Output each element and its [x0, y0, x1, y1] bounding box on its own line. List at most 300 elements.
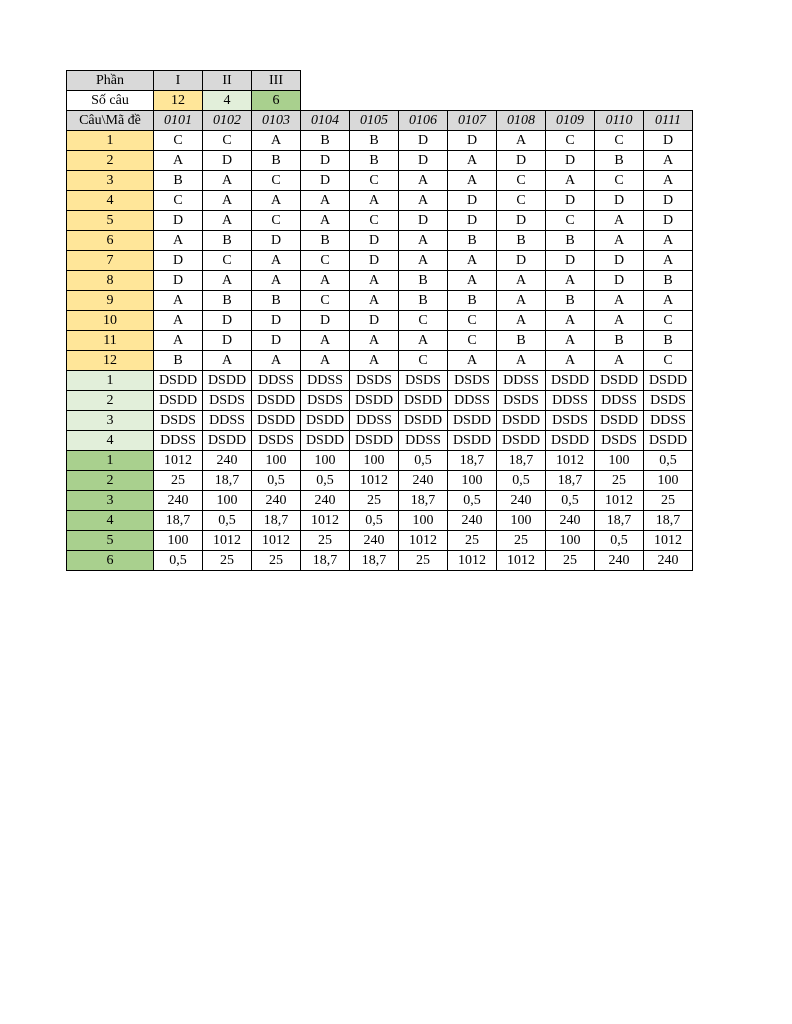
exam-code-header[interactable]: 0111 — [644, 111, 693, 131]
answer-cell[interactable]: D — [497, 211, 546, 231]
answer-cell[interactable]: D — [497, 151, 546, 171]
answer-cell[interactable]: 100 — [203, 491, 252, 511]
answer-cell[interactable]: 240 — [301, 491, 350, 511]
answer-cell[interactable]: A — [252, 251, 301, 271]
answer-cell[interactable]: A — [546, 311, 595, 331]
answer-cell[interactable]: 1012 — [154, 451, 203, 471]
answer-cell[interactable]: D — [595, 271, 644, 291]
answer-cell[interactable]: DSDS — [350, 371, 399, 391]
question-number[interactable]: 12 — [67, 351, 154, 371]
answer-cell[interactable]: DSDS — [203, 391, 252, 411]
answer-cell[interactable]: 240 — [252, 491, 301, 511]
answer-cell[interactable]: 0,5 — [399, 451, 448, 471]
answer-cell[interactable]: B — [350, 151, 399, 171]
answer-cell[interactable]: D — [252, 231, 301, 251]
answer-cell[interactable]: A — [448, 271, 497, 291]
answer-cell[interactable]: DSDD — [448, 431, 497, 451]
answer-cell[interactable]: C — [399, 311, 448, 331]
answer-cell[interactable]: DDSS — [497, 371, 546, 391]
answer-cell[interactable]: B — [154, 351, 203, 371]
answer-cell[interactable]: 240 — [595, 551, 644, 571]
answer-cell[interactable]: D — [546, 151, 595, 171]
answer-cell[interactable]: DSDS — [644, 391, 693, 411]
question-number[interactable]: 6 — [67, 231, 154, 251]
answer-cell[interactable]: B — [301, 131, 350, 151]
answer-cell[interactable]: A — [203, 271, 252, 291]
answer-cell[interactable]: C — [448, 331, 497, 351]
answer-cell[interactable]: C — [644, 351, 693, 371]
answer-cell[interactable]: A — [252, 191, 301, 211]
answer-cell[interactable]: DDSS — [154, 431, 203, 451]
answer-cell[interactable]: C — [350, 171, 399, 191]
answer-cell[interactable]: DSDS — [154, 411, 203, 431]
answer-cell[interactable]: 100 — [448, 471, 497, 491]
answer-cell[interactable]: A — [203, 171, 252, 191]
answer-cell[interactable]: DSDD — [399, 391, 448, 411]
table-row — [67, 151, 693, 171]
answer-cell[interactable]: DSDD — [301, 411, 350, 431]
answer-cell[interactable]: D — [203, 331, 252, 351]
answer-cell[interactable]: A — [350, 331, 399, 351]
answer-cell[interactable]: A — [497, 271, 546, 291]
answer-cell[interactable]: DDSS — [399, 431, 448, 451]
part-name-3[interactable]: III — [252, 71, 301, 91]
answer-cell[interactable]: A — [350, 271, 399, 291]
answer-cell[interactable]: DSDS — [595, 431, 644, 451]
answer-cell[interactable]: D — [497, 251, 546, 271]
answer-cell[interactable]: C — [252, 211, 301, 231]
answer-cell[interactable]: A — [546, 331, 595, 351]
answer-cell[interactable]: C — [350, 211, 399, 231]
answer-cell[interactable]: 240 — [399, 471, 448, 491]
answer-cell[interactable]: A — [497, 351, 546, 371]
answer-rows — [67, 131, 693, 571]
answer-cell[interactable]: 100 — [497, 511, 546, 531]
answer-cell[interactable]: A — [301, 191, 350, 211]
answer-cell[interactable]: C — [301, 291, 350, 311]
answer-cell[interactable]: 1012 — [448, 551, 497, 571]
part-name-2[interactable]: II — [203, 71, 252, 91]
answer-cell[interactable]: A — [203, 211, 252, 231]
answer-cell[interactable]: DSDS — [448, 371, 497, 391]
answer-cell[interactable]: D — [448, 131, 497, 151]
part-count-2[interactable]: 4 — [203, 91, 252, 111]
answer-cell[interactable]: C — [203, 131, 252, 151]
question-number[interactable]: 1 — [67, 451, 154, 471]
answer-cell[interactable]: A — [301, 351, 350, 371]
answer-cell[interactable]: A — [448, 171, 497, 191]
answer-cell[interactable]: A — [301, 211, 350, 231]
answer-cell[interactable]: DDSS — [350, 411, 399, 431]
answer-cell[interactable]: A — [399, 191, 448, 211]
answer-cell[interactable]: C — [203, 251, 252, 271]
answer-cell[interactable]: B — [546, 231, 595, 251]
answer-cell[interactable]: 0,5 — [203, 511, 252, 531]
answer-cell[interactable]: A — [301, 331, 350, 351]
summary-row-counts — [67, 91, 301, 111]
answer-cell[interactable]: A — [154, 291, 203, 311]
answer-cell[interactable]: DSDD — [644, 431, 693, 451]
answer-cell[interactable]: DSDD — [350, 431, 399, 451]
answer-cell[interactable]: D — [350, 251, 399, 271]
answer-cell[interactable]: D — [350, 311, 399, 331]
answer-cell[interactable]: 25 — [546, 551, 595, 571]
answer-cell[interactable]: A — [399, 331, 448, 351]
answer-cell[interactable]: A — [595, 211, 644, 231]
part-name-1[interactable]: I — [154, 71, 203, 91]
answer-cell[interactable]: D — [301, 151, 350, 171]
exam-code-header[interactable]: 0105 — [350, 111, 399, 131]
answer-cell[interactable]: A — [154, 311, 203, 331]
answer-cell[interactable]: D — [203, 311, 252, 331]
answer-cell[interactable]: B — [203, 291, 252, 311]
answer-cell[interactable]: 18,7 — [399, 491, 448, 511]
answer-cell[interactable]: DSDS — [497, 391, 546, 411]
table-row — [67, 331, 693, 351]
answer-cell[interactable]: 18,7 — [350, 551, 399, 571]
answer-cell[interactable]: A — [595, 291, 644, 311]
answer-cell[interactable]: DSDD — [595, 371, 644, 391]
answer-cell[interactable]: D — [595, 191, 644, 211]
answer-cell[interactable]: DSDS — [252, 431, 301, 451]
question-number[interactable]: 6 — [67, 551, 154, 571]
answer-cell[interactable]: DSDD — [203, 371, 252, 391]
answer-cell[interactable]: B — [448, 231, 497, 251]
exam-code-header[interactable]: 0108 — [497, 111, 546, 131]
answer-cell[interactable]: DSDD — [203, 431, 252, 451]
answer-cell[interactable]: A — [644, 151, 693, 171]
table-row — [67, 451, 693, 471]
answer-cell[interactable]: 0,5 — [546, 491, 595, 511]
answer-cell[interactable]: A — [399, 231, 448, 251]
answer-cell[interactable]: DSDS — [399, 371, 448, 391]
answer-cell[interactable]: 100 — [399, 511, 448, 531]
answer-cell[interactable]: B — [595, 151, 644, 171]
answer-cell[interactable]: C — [546, 211, 595, 231]
answer-cell[interactable]: D — [154, 271, 203, 291]
answer-cell[interactable]: 100 — [154, 531, 203, 551]
answer-cell[interactable]: A — [595, 311, 644, 331]
answer-cell[interactable]: B — [644, 331, 693, 351]
question-number[interactable]: 7 — [67, 251, 154, 271]
answer-cell[interactable]: A — [497, 291, 546, 311]
answer-cell[interactable]: B — [448, 291, 497, 311]
answer-cell[interactable]: 100 — [644, 471, 693, 491]
answer-cell[interactable]: D — [301, 171, 350, 191]
part-count-1[interactable]: 12 — [154, 91, 203, 111]
answer-cell[interactable]: DSDD — [448, 411, 497, 431]
answer-cell[interactable]: DSDD — [644, 371, 693, 391]
answer-cell[interactable]: A — [252, 131, 301, 151]
exam-code-header[interactable]: 0103 — [252, 111, 301, 131]
answer-cell[interactable]: 0,5 — [448, 491, 497, 511]
answer-cell[interactable]: A — [448, 351, 497, 371]
exam-code-header[interactable]: 0109 — [546, 111, 595, 131]
answer-cell[interactable]: 240 — [448, 511, 497, 531]
answer-cell[interactable]: DDSS — [644, 411, 693, 431]
answer-cell[interactable]: DSDS — [301, 391, 350, 411]
exam-code-header[interactable]: 0110 — [595, 111, 644, 131]
answer-cell[interactable]: 18,7 — [301, 551, 350, 571]
answer-cell[interactable]: DDSS — [448, 391, 497, 411]
answer-cell[interactable]: DSDD — [595, 411, 644, 431]
answer-cell[interactable]: A — [644, 231, 693, 251]
answer-cell[interactable]: A — [497, 131, 546, 151]
answer-cell[interactable]: DSDD — [546, 431, 595, 451]
answer-cell[interactable]: C — [252, 171, 301, 191]
answer-cell[interactable]: C — [595, 171, 644, 191]
answer-cell[interactable]: 18,7 — [644, 511, 693, 531]
summary-row-parts — [67, 71, 301, 91]
answer-cell[interactable]: C — [497, 191, 546, 211]
answer-cell[interactable]: 1012 — [203, 531, 252, 551]
answer-cell[interactable]: D — [252, 331, 301, 351]
answer-cell[interactable]: DSDD — [546, 371, 595, 391]
answer-cell[interactable]: A — [546, 351, 595, 371]
answer-cell[interactable]: A — [350, 191, 399, 211]
answer-cell[interactable]: A — [350, 291, 399, 311]
answer-cell[interactable]: DSDD — [350, 391, 399, 411]
answer-cell[interactable]: D — [350, 231, 399, 251]
answer-cell[interactable]: C — [595, 131, 644, 151]
answer-cell[interactable]: A — [595, 231, 644, 251]
table-row — [67, 371, 693, 391]
exam-code-header[interactable]: 0107 — [448, 111, 497, 131]
answer-cell[interactable]: 1012 — [301, 511, 350, 531]
answer-cell[interactable]: 25 — [644, 491, 693, 511]
answer-cell[interactable]: A — [644, 251, 693, 271]
answer-cell[interactable]: D — [399, 131, 448, 151]
answer-cell[interactable]: A — [399, 251, 448, 271]
exam-code-header[interactable]: 0101 — [154, 111, 203, 131]
answer-cell[interactable]: 25 — [154, 471, 203, 491]
answer-cell[interactable]: D — [252, 311, 301, 331]
answer-cell[interactable]: 1012 — [644, 531, 693, 551]
answer-cell[interactable]: A — [154, 231, 203, 251]
answer-cell[interactable]: A — [546, 271, 595, 291]
answer-cell[interactable]: D — [644, 191, 693, 211]
answer-cell[interactable]: 1012 — [350, 471, 399, 491]
answer-cell[interactable]: D — [203, 151, 252, 171]
exam-code-header[interactable]: 0102 — [203, 111, 252, 131]
answer-cell[interactable]: 25 — [203, 551, 252, 571]
answer-cell[interactable]: 240 — [497, 491, 546, 511]
answer-cell[interactable]: B — [350, 131, 399, 151]
answer-cell[interactable]: A — [644, 171, 693, 191]
answer-cell[interactable]: DDSS — [252, 371, 301, 391]
answer-cell[interactable]: 0,5 — [595, 531, 644, 551]
answer-cell[interactable]: A — [252, 351, 301, 371]
answer-cell[interactable]: 240 — [203, 451, 252, 471]
part-count-3[interactable]: 6 — [252, 91, 301, 111]
answer-cell[interactable]: B — [399, 271, 448, 291]
answer-cell[interactable]: D — [399, 211, 448, 231]
answer-cell[interactable]: B — [595, 331, 644, 351]
answer-cell[interactable]: B — [399, 291, 448, 311]
question-number[interactable]: 4 — [67, 431, 154, 451]
answer-cell[interactable]: 0,5 — [644, 451, 693, 471]
summary-table — [66, 70, 301, 111]
answer-cell[interactable]: A — [497, 311, 546, 331]
answer-cell[interactable]: 18,7 — [252, 511, 301, 531]
question-number[interactable]: 11 — [67, 331, 154, 351]
answer-cell[interactable]: DDSS — [595, 391, 644, 411]
answer-cell[interactable]: 240 — [546, 511, 595, 531]
answer-cell[interactable]: D — [644, 131, 693, 151]
answer-cell[interactable]: 25 — [595, 471, 644, 491]
so-cau-label[interactable]: Số câu — [67, 91, 154, 111]
answer-cell[interactable]: D — [595, 251, 644, 271]
answer-cell[interactable]: 240 — [154, 491, 203, 511]
answer-cell[interactable]: DSDD — [497, 411, 546, 431]
question-number[interactable]: 9 — [67, 291, 154, 311]
question-number[interactable]: 2 — [67, 391, 154, 411]
answer-cell[interactable]: B — [203, 231, 252, 251]
answer-cell[interactable]: B — [301, 231, 350, 251]
answer-cell[interactable]: A — [399, 171, 448, 191]
answer-cell[interactable]: 100 — [252, 451, 301, 471]
answer-cell[interactable]: 25 — [448, 531, 497, 551]
answer-cell[interactable]: 18,7 — [448, 451, 497, 471]
answer-cell[interactable]: C — [154, 191, 203, 211]
answer-cell[interactable]: A — [595, 351, 644, 371]
answer-cell[interactable]: DDSS — [203, 411, 252, 431]
answer-cell[interactable]: D — [399, 151, 448, 171]
phan-label[interactable]: Phần — [67, 71, 154, 91]
question-number[interactable]: 5 — [67, 531, 154, 551]
answer-cell[interactable]: DSDD — [154, 391, 203, 411]
answer-cell[interactable]: A — [252, 271, 301, 291]
answer-cell[interactable]: DDSS — [546, 391, 595, 411]
answer-cell[interactable]: B — [497, 331, 546, 351]
answer-cell[interactable]: B — [497, 231, 546, 251]
answer-cell[interactable]: B — [644, 271, 693, 291]
answer-cell[interactable]: D — [154, 211, 203, 231]
answer-cell[interactable]: A — [350, 351, 399, 371]
question-number[interactable]: 1 — [67, 371, 154, 391]
answer-cell[interactable]: 100 — [546, 531, 595, 551]
table-row — [67, 491, 693, 511]
answer-cell[interactable]: D — [301, 311, 350, 331]
question-number[interactable]: 8 — [67, 271, 154, 291]
answer-cell[interactable]: A — [154, 331, 203, 351]
answer-cell[interactable]: 0,5 — [301, 471, 350, 491]
question-number[interactable]: 3 — [67, 411, 154, 431]
answer-cell[interactable]: D — [546, 251, 595, 271]
answer-cell[interactable]: C — [497, 171, 546, 191]
answer-cell[interactable]: DSDD — [252, 391, 301, 411]
answer-cell[interactable]: 1012 — [399, 531, 448, 551]
answer-cell[interactable]: C — [399, 351, 448, 371]
answer-cell[interactable]: B — [154, 171, 203, 191]
answer-cell[interactable]: 25 — [301, 531, 350, 551]
answer-cell[interactable]: D — [546, 191, 595, 211]
answer-cell[interactable]: D — [448, 191, 497, 211]
answer-cell[interactable]: 18,7 — [497, 451, 546, 471]
answer-cell[interactable]: 0,5 — [154, 551, 203, 571]
answer-cell[interactable]: 25 — [350, 491, 399, 511]
question-number[interactable]: 2 — [67, 471, 154, 491]
answer-cell[interactable]: C — [154, 131, 203, 151]
answer-cell[interactable]: B — [546, 291, 595, 311]
answer-cell[interactable]: 240 — [644, 551, 693, 571]
answer-cell[interactable]: A — [203, 191, 252, 211]
answer-cell[interactable]: DDSS — [301, 371, 350, 391]
table-row — [67, 311, 693, 331]
table-row — [67, 171, 693, 191]
answer-cell[interactable]: 18,7 — [595, 511, 644, 531]
answer-cell[interactable]: 100 — [301, 451, 350, 471]
answer-cell[interactable]: 1012 — [497, 551, 546, 571]
answer-cell[interactable]: A — [448, 251, 497, 271]
answer-cell[interactable]: 240 — [350, 531, 399, 551]
answer-cell[interactable]: C — [546, 131, 595, 151]
answer-cell[interactable]: 18,7 — [203, 471, 252, 491]
question-number[interactable]: 10 — [67, 311, 154, 331]
answer-cell[interactable]: D — [448, 211, 497, 231]
question-number[interactable]: 2 — [67, 151, 154, 171]
answer-cell[interactable]: D — [644, 211, 693, 231]
table-row — [67, 251, 693, 271]
answer-cell[interactable]: DSDS — [546, 411, 595, 431]
answer-cell[interactable]: 1012 — [252, 531, 301, 551]
exam-code-header[interactable]: 0106 — [399, 111, 448, 131]
answer-cell[interactable]: A — [644, 291, 693, 311]
answer-cell[interactable]: A — [203, 351, 252, 371]
answer-cell[interactable]: DSDD — [301, 431, 350, 451]
question-number[interactable]: 3 — [67, 171, 154, 191]
answer-cell[interactable]: A — [301, 271, 350, 291]
question-number[interactable]: 3 — [67, 491, 154, 511]
question-number[interactable]: 5 — [67, 211, 154, 231]
answer-cell[interactable]: DSDD — [154, 371, 203, 391]
answer-cell[interactable]: C — [644, 311, 693, 331]
answer-cell[interactable]: DSDD — [252, 411, 301, 431]
answer-cell[interactable]: 100 — [350, 451, 399, 471]
answer-cell[interactable]: 25 — [252, 551, 301, 571]
answer-cell[interactable]: C — [301, 251, 350, 271]
answer-cell[interactable]: A — [448, 151, 497, 171]
question-number[interactable]: 1 — [67, 131, 154, 151]
answer-cell[interactable]: DSDD — [399, 411, 448, 431]
answer-cell[interactable]: 25 — [399, 551, 448, 571]
corner-label[interactable]: Câu\Mã đề — [67, 111, 154, 131]
answer-cell[interactable]: 0,5 — [497, 471, 546, 491]
answer-cell[interactable]: 18,7 — [154, 511, 203, 531]
question-number[interactable]: 4 — [67, 511, 154, 531]
answer-cell[interactable]: 25 — [497, 531, 546, 551]
table-row — [67, 291, 693, 311]
answer-cell[interactable]: B — [252, 291, 301, 311]
answer-cell[interactable]: A — [546, 171, 595, 191]
answer-cell[interactable]: B — [252, 151, 301, 171]
exam-code-header[interactable]: 0104 — [301, 111, 350, 131]
answer-cell[interactable]: 1012 — [546, 451, 595, 471]
answer-cell[interactable]: 1012 — [595, 491, 644, 511]
answer-cell[interactable]: D — [154, 251, 203, 271]
answer-cell[interactable]: 18,7 — [546, 471, 595, 491]
answer-cell[interactable]: A — [154, 151, 203, 171]
answer-cell[interactable]: 100 — [595, 451, 644, 471]
table-row — [67, 431, 693, 451]
table-row — [67, 271, 693, 291]
answer-cell[interactable]: 0,5 — [350, 511, 399, 531]
table-row — [67, 131, 693, 151]
question-number[interactable]: 4 — [67, 191, 154, 211]
answer-cell[interactable]: 0,5 — [252, 471, 301, 491]
answer-cell[interactable]: DSDD — [497, 431, 546, 451]
answer-cell[interactable]: C — [448, 311, 497, 331]
